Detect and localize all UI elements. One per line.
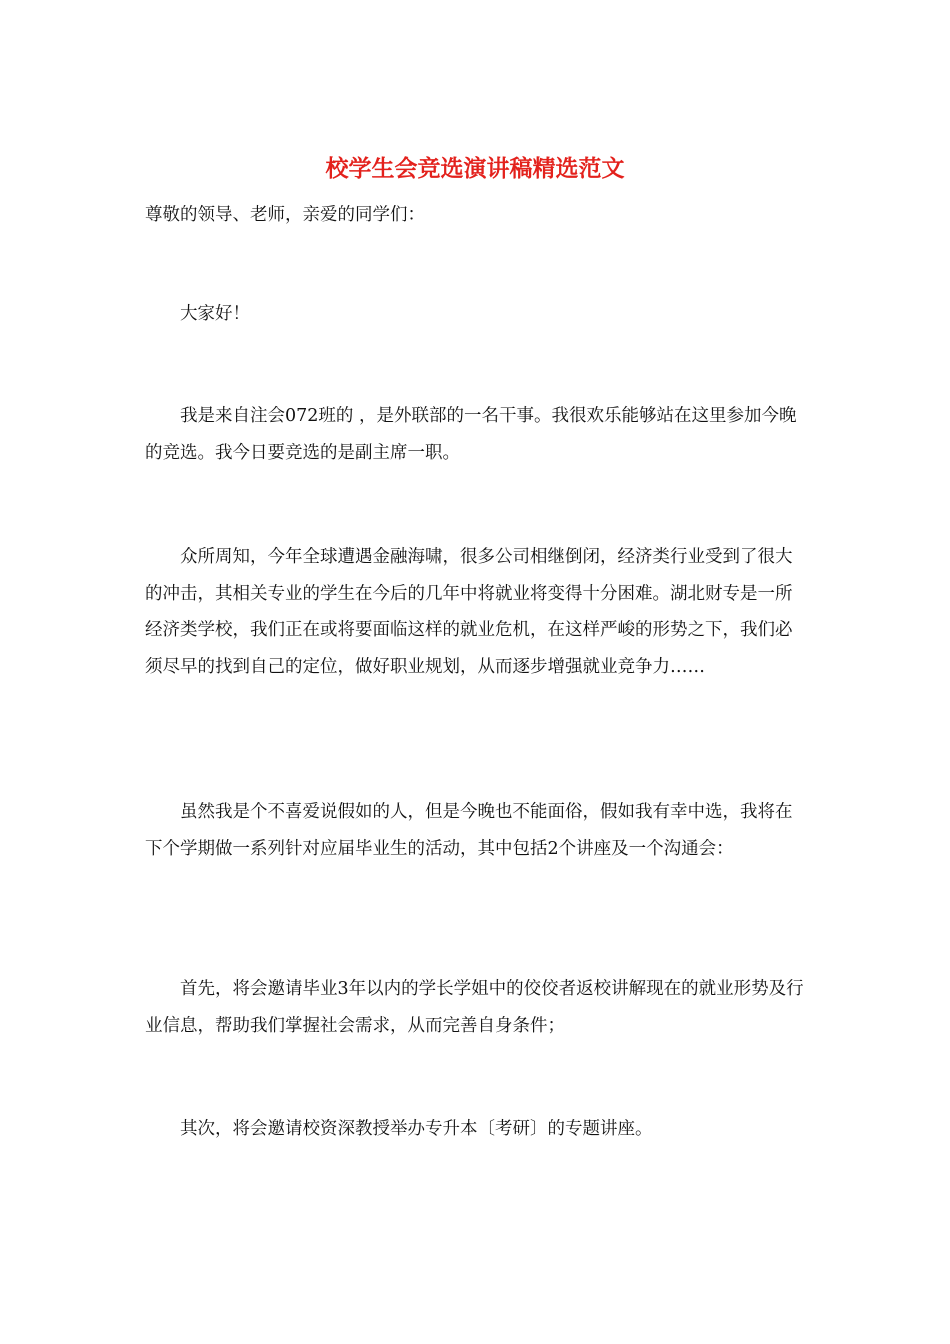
document-title: 校学生会竞选演讲稿精选范文	[325, 155, 625, 182]
paragraph-1: 大家好！	[180, 304, 250, 324]
paragraph-2: 我是来自注会072班的 ，是外联部的一名干事。我很欢乐能够站在这里参加今晚的竞选。我今日要竞选的是副主席一职。	[145, 406, 797, 463]
greeting: 尊敬的领导、老师，亲爱的同学们：	[145, 205, 425, 225]
paragraph-6: 其次，将会邀请校资深教授举办专升本〔考研〕的专题讲座。	[180, 1119, 653, 1139]
paragraph-3: 众所周知，今年全球遭遇金融海啸，很多公司相继倒闭，经济类行业受到了很大的冲击，其相关专业的学生在今后的几年中将就业将变得十分困难。湖北财专是一所经济类学校，我们正在或将要面临这样的就业危机，在这样严峻的形势之下，我们必须尽早的找到自己的定位，做好职业规划，从而逐步增强就业竞争力……	[145, 547, 793, 677]
paragraph-5: 首先，将会邀请毕业3年以内的学长学姐中的佼佼者返校讲解现在的就业形势及行业信息，帮助我们掌握社会需求，从而完善自身条件；	[145, 979, 804, 1036]
paragraph-4: 虽然我是个不喜爱说假如的人，但是今晚也不能面俗，假如我有幸中选，我将在下个学期做一系列针对应届毕业生的活动，其中包括2个讲座及一个沟通会：	[145, 802, 793, 859]
